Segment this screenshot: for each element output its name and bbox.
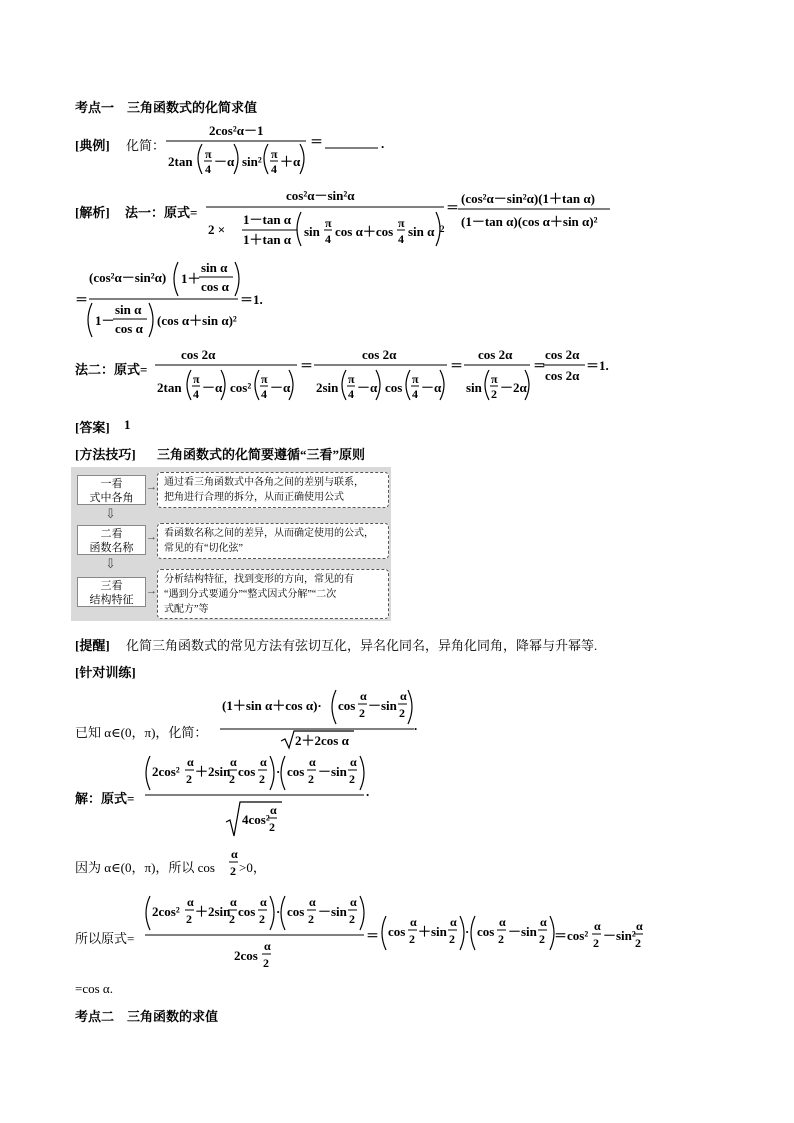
svg-text:.: . <box>381 136 385 151</box>
svg-text:π: π <box>193 372 200 386</box>
solution-lead: 解：原式= <box>75 791 135 806</box>
svg-text:cos 2α: cos 2α <box>181 347 216 362</box>
flow-step-3 <box>77 577 146 607</box>
flow-note-1-line: 通过看三角函数式中各角之间的差别与联系， <box>164 477 364 488</box>
svg-text:α: α <box>260 895 267 909</box>
svg-text:2cos²: 2cos² <box>152 764 180 779</box>
flow-note-3-line: 分析结构特征，找到变形的方向，常见的有 <box>164 574 354 585</box>
svg-text:1－: 1－ <box>95 313 115 328</box>
flow-note-2-line: 常见的有“切化弦” <box>164 543 243 554</box>
svg-text:2cos²α－1: 2cos²α－1 <box>209 123 264 138</box>
svg-text:α: α <box>260 755 267 769</box>
svg-text:α: α <box>187 895 194 909</box>
reminder-tag: [提醒] <box>75 638 110 653</box>
example-lead: 化简： <box>126 138 166 153</box>
flow-step-2-subtitle: 函数名称 <box>89 542 134 554</box>
svg-text:α: α <box>264 939 271 953</box>
svg-text:＝1.: ＝1. <box>240 292 263 307</box>
flow-step-1 <box>77 475 146 505</box>
solution-method1-line1 <box>206 188 610 247</box>
svg-text:sin: sin <box>466 380 482 395</box>
svg-text:＝: ＝ <box>300 358 314 373</box>
svg-text:＝: ＝ <box>446 200 460 215</box>
svg-text:＋2sin: ＋2sin <box>195 764 231 779</box>
svg-text:4: 4 <box>205 162 211 176</box>
method-tip-title: 三角函数式的化简要遵循“三看”原则 <box>157 447 366 462</box>
svg-text:2: 2 <box>229 772 235 786</box>
svg-text:2: 2 <box>539 932 545 946</box>
svg-text:α: α <box>400 689 407 703</box>
svg-text:4: 4 <box>398 232 404 246</box>
exercise-expression <box>220 689 417 748</box>
svg-text:－sin: －sin <box>508 924 537 939</box>
svg-text:2: 2 <box>308 912 314 926</box>
right-arrow-icon: → <box>146 531 157 543</box>
svg-text:α: α <box>309 895 316 909</box>
svg-text:π: π <box>261 372 268 386</box>
svg-text:1＋: 1＋ <box>181 271 201 286</box>
flow-step-2 <box>77 525 146 555</box>
svg-text:2: 2 <box>593 936 599 950</box>
flow-step-1-title: 一看 <box>100 478 123 490</box>
svg-text:α: α <box>350 895 357 909</box>
flow-note-3-line: 式配方”等 <box>164 604 209 615</box>
svg-text:－sin: －sin <box>318 764 347 779</box>
svg-text:2sin: 2sin <box>316 380 339 395</box>
svg-text:cos: cos <box>287 904 305 919</box>
reminder-text: 化简三角函数式的常见方法有弦切互化，异名化同名，异角化同角，降幂与升幂等. <box>126 638 598 653</box>
svg-text:cos²: cos² <box>230 380 252 395</box>
svg-text:cos²α－sin²α: cos²α－sin²α <box>286 188 355 203</box>
result-line: =cos α. <box>75 981 113 996</box>
svg-text:cos α＋cos: cos α＋cos <box>335 224 394 239</box>
solution-method2 <box>155 347 609 401</box>
svg-text:sin α: sin α <box>115 302 142 317</box>
svg-text:α: α <box>636 919 643 933</box>
svg-text:＋α: ＋α <box>280 154 301 169</box>
svg-text:sin α: sin α <box>408 224 435 239</box>
svg-text:－α: －α <box>270 380 291 395</box>
right-arrow-icon: → <box>146 481 157 493</box>
svg-text:(cos²α－sin²α): (cos²α－sin²α) <box>89 270 167 285</box>
svg-text:1＋tan α: 1＋tan α <box>243 232 292 247</box>
example-tag: [典例] <box>75 138 110 153</box>
svg-text:2: 2 <box>259 912 265 926</box>
svg-text:cos: cos <box>287 764 305 779</box>
because-tail: >0， <box>239 860 266 875</box>
svg-text:π: π <box>325 216 332 230</box>
svg-text:α: α <box>350 755 357 769</box>
svg-text:－α: －α <box>421 380 442 395</box>
svg-text:α: α <box>230 755 237 769</box>
svg-text:π: π <box>398 216 405 230</box>
flow-note-1 <box>157 472 389 508</box>
svg-text:2: 2 <box>409 932 415 946</box>
svg-text:＝: ＝ <box>310 134 324 149</box>
svg-text:π: π <box>271 147 278 161</box>
svg-text:＝: ＝ <box>533 358 547 373</box>
svg-text:－sin: －sin <box>318 904 347 919</box>
svg-text:－sin: －sin <box>368 698 397 713</box>
svg-text:2: 2 <box>263 956 269 970</box>
flow-note-3-line: “遇到分式要通分”“整式因式分解”“二次 <box>164 589 337 600</box>
svg-text:cos: cos <box>338 698 356 713</box>
svg-text:2: 2 <box>359 706 365 720</box>
svg-text:α: α <box>499 915 506 929</box>
so-lead: 所以原式= <box>75 931 135 946</box>
svg-text:(cos²α－sin²α)(1＋tan α): (cos²α－sin²α)(1＋tan α) <box>461 191 595 206</box>
svg-text:2＋2cos α: 2＋2cos α <box>295 733 349 748</box>
svg-text:cos α: cos α <box>115 321 143 336</box>
svg-text:π: π <box>348 372 355 386</box>
svg-text:1－tan α: 1－tan α <box>243 212 292 227</box>
svg-text:2: 2 <box>440 224 445 234</box>
svg-text:2: 2 <box>229 912 235 926</box>
method2-label: 法二：原式= <box>75 362 148 377</box>
svg-text:α: α <box>187 755 194 769</box>
svg-text:＋sin: ＋sin <box>418 924 447 939</box>
svg-text:4: 4 <box>193 387 199 401</box>
svg-text:4: 4 <box>348 387 354 401</box>
svg-text:4: 4 <box>325 232 331 246</box>
svg-text:2: 2 <box>230 864 236 878</box>
flow-note-2-line: 看函数名称之间的差异，从而确定使用的公式， <box>164 528 374 539</box>
flow-step-3-title: 三看 <box>100 580 123 592</box>
section-title-2: 考点二 三角函数的求值 <box>75 1009 219 1024</box>
flow-step-1-subtitle: 式中各角 <box>89 492 134 504</box>
svg-text:2: 2 <box>269 820 275 834</box>
flow-diagram <box>71 467 391 621</box>
svg-text:2: 2 <box>491 387 497 401</box>
svg-text:2: 2 <box>186 912 192 926</box>
exercise-lead: 已知 α∈(0，π)，化简： <box>75 725 208 740</box>
svg-text:α: α <box>309 755 316 769</box>
because-lead: 因为 α∈(0，π)，所以 cos <box>75 860 215 875</box>
flow-note-2 <box>157 523 389 559</box>
svg-text:2cos: 2cos <box>234 948 258 963</box>
svg-text:cos 2α: cos 2α <box>362 347 397 362</box>
svg-text:－α: －α <box>202 380 223 395</box>
svg-text:α: α <box>360 689 367 703</box>
svg-text:＝: ＝ <box>450 358 464 373</box>
svg-text:2: 2 <box>308 772 314 786</box>
example-fraction <box>166 123 384 176</box>
svg-text:α: α <box>540 915 547 929</box>
svg-text:－2α: －2α <box>500 380 527 395</box>
svg-text:2: 2 <box>498 932 504 946</box>
analysis-tag: [解析] <box>75 205 110 220</box>
section-title-1: 考点一 三角函数式的化简求值 <box>75 100 258 115</box>
down-arrow-icon: ⇩ <box>105 556 116 571</box>
svg-text:(1＋sin α＋cos α)·: (1＋sin α＋cos α)· <box>222 698 322 713</box>
svg-text:α: α <box>230 895 237 909</box>
svg-text:－α: －α <box>357 380 378 395</box>
svg-text:π: π <box>491 372 498 386</box>
svg-text:.: . <box>366 784 370 799</box>
method-tip-tag: [方法技巧] <box>75 447 136 462</box>
down-arrow-icon: ⇩ <box>105 506 116 521</box>
because-fraction <box>229 847 238 878</box>
svg-text:－sin²: －sin² <box>603 928 636 943</box>
svg-text:＝1.: ＝1. <box>586 358 609 373</box>
svg-text:＝: ＝ <box>75 292 89 307</box>
svg-text:cos: cos <box>385 380 403 395</box>
svg-text:＝: ＝ <box>366 928 380 943</box>
method1-label: 法一：原式= <box>125 205 198 220</box>
svg-text:＝cos²: ＝cos² <box>554 928 589 943</box>
svg-text:cos 2α: cos 2α <box>545 347 580 362</box>
svg-text:·: · <box>465 924 470 939</box>
svg-text:2tan: 2tan <box>157 380 182 395</box>
svg-text:·: · <box>276 764 281 779</box>
svg-text:4cos²: 4cos² <box>242 812 270 827</box>
svg-text:cos 2α: cos 2α <box>478 347 513 362</box>
svg-text:2: 2 <box>259 772 265 786</box>
svg-text:cos: cos <box>477 924 495 939</box>
svg-text:2: 2 <box>635 936 641 950</box>
solution-expression <box>145 755 369 836</box>
svg-text:sin: sin <box>304 224 320 239</box>
svg-text:cos 2α: cos 2α <box>545 368 580 383</box>
answer-tag: [答案] <box>75 420 110 435</box>
svg-text:cos: cos <box>388 924 406 939</box>
flow-step-3-subtitle: 结构特征 <box>89 594 134 606</box>
svg-text:π: π <box>205 147 212 161</box>
practice-tag: [针对训练] <box>75 665 136 680</box>
svg-text:2: 2 <box>349 772 355 786</box>
svg-text:·: · <box>276 904 281 919</box>
svg-text:2: 2 <box>186 772 192 786</box>
svg-text:π: π <box>412 372 419 386</box>
svg-text:sin²: sin² <box>242 154 262 169</box>
svg-text:α: α <box>270 803 277 817</box>
svg-text:＋2sin: ＋2sin <box>195 904 231 919</box>
svg-text:α: α <box>231 847 238 861</box>
svg-text:2cos²: 2cos² <box>152 904 180 919</box>
flow-note-1-line: 把角进行合理的拆分，从而正确使用公式 <box>164 492 344 503</box>
answer-value: 1 <box>124 417 131 432</box>
solution-method1-line2 <box>75 260 263 337</box>
svg-text:4: 4 <box>412 387 418 401</box>
svg-text:(cos α＋sin α)²: (cos α＋sin α)² <box>157 313 237 328</box>
svg-text:.: . <box>414 718 418 733</box>
svg-text:2tan: 2tan <box>168 154 193 169</box>
right-arrow-icon: → <box>146 585 157 597</box>
svg-text:2: 2 <box>399 706 405 720</box>
svg-text:2 ×: 2 × <box>208 222 226 237</box>
svg-text:cos: cos <box>238 904 256 919</box>
svg-text:α: α <box>410 915 417 929</box>
svg-text:2: 2 <box>349 912 355 926</box>
flow-note-3 <box>157 569 389 619</box>
flow-step-2-title: 二看 <box>100 528 123 540</box>
svg-text:－α: －α <box>214 154 235 169</box>
svg-text:cos: cos <box>238 764 256 779</box>
svg-text:α: α <box>450 915 457 929</box>
svg-text:α: α <box>594 919 601 933</box>
svg-text:(1－tan α)(cos α＋sin α)²: (1－tan α)(cos α＋sin α)² <box>461 214 598 229</box>
svg-text:2: 2 <box>449 932 455 946</box>
svg-text:sin α: sin α <box>201 260 228 275</box>
svg-text:4: 4 <box>271 162 277 176</box>
svg-text:4: 4 <box>261 387 267 401</box>
svg-text:cos α: cos α <box>201 279 229 294</box>
so-expression <box>145 895 643 970</box>
